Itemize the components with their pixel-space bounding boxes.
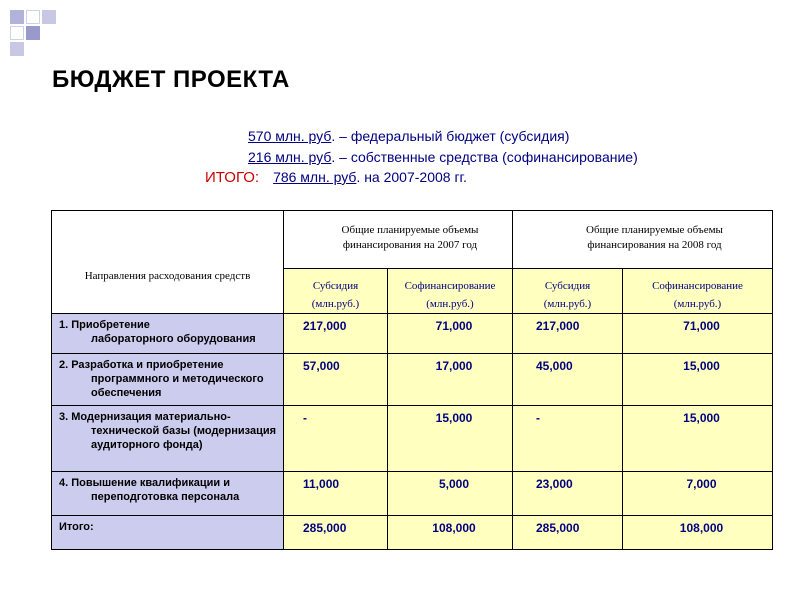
budget-table bbox=[51, 210, 773, 550]
row-label bbox=[52, 354, 284, 406]
table-row bbox=[52, 406, 773, 472]
value-cofinancing-2007: 17,000 bbox=[388, 354, 513, 406]
subheader-unit: (млн.руб.) bbox=[311, 298, 360, 310]
value-subsidy-2008: 23,000 bbox=[513, 472, 623, 516]
row-label bbox=[52, 406, 284, 472]
row-label-continuation: программного и методического обеспечения bbox=[91, 373, 264, 399]
value-subsidy-2008: 285,000 bbox=[513, 516, 623, 550]
total-label: ИТОГО: bbox=[205, 169, 260, 186]
total-amount: 786 млн. руб bbox=[273, 169, 357, 185]
table-row bbox=[52, 354, 773, 406]
subheader-label: Софинансирование bbox=[404, 280, 496, 292]
own-amount: 216 млн. руб bbox=[248, 149, 332, 165]
value-cofinancing-2008: 7,000 bbox=[623, 472, 773, 516]
value-cofinancing-2007: 108,000 bbox=[388, 516, 513, 550]
value-cofinancing-2008: 15,000 bbox=[623, 354, 773, 406]
subheader-unit: (млн.руб.) bbox=[426, 298, 474, 310]
row-label bbox=[52, 472, 284, 516]
value-subsidy-2008: 217,000 bbox=[513, 314, 623, 354]
header-direction: Направления расходования средств bbox=[52, 211, 284, 314]
deco-square bbox=[42, 10, 56, 24]
subheader-cofinancing-2008 bbox=[623, 269, 773, 314]
row-label-first-line: 1. Приобретение bbox=[59, 319, 150, 331]
own-description: . – собственные средства (софинансирование) bbox=[331, 149, 638, 165]
subheader-label: Субсидия bbox=[544, 280, 591, 292]
summary-total bbox=[205, 169, 467, 186]
value-subsidy-2008: 45,000 bbox=[513, 354, 623, 406]
subheader-cofinancing-2007 bbox=[388, 269, 513, 314]
subheader-unit: (млн.руб.) bbox=[543, 298, 592, 310]
value-cofinancing-2007: 71,000 bbox=[388, 314, 513, 354]
row-label-first-line: 3. Модернизация материально- bbox=[59, 411, 231, 423]
table-row bbox=[52, 472, 773, 516]
value-cofinancing-2007: 5,000 bbox=[388, 472, 513, 516]
header-2008: Общие планируемые объемы финансирования на 2008 год bbox=[513, 211, 773, 269]
value-subsidy-2007: 11,000 bbox=[284, 472, 388, 516]
deco-square bbox=[26, 10, 40, 24]
value-subsidy-2007: 217,000 bbox=[284, 314, 388, 354]
row-label-continuation: переподготовка персонала bbox=[91, 491, 240, 503]
row-label-first-line: 2. Разработка и приобретение bbox=[59, 359, 224, 371]
row-label-continuation: лабораторного оборудования bbox=[91, 333, 256, 345]
row-label-first-line: 4. Повышение квалификации и bbox=[59, 477, 230, 489]
federal-description: . – федеральный бюджет (субсидия) bbox=[331, 128, 570, 144]
federal-amount: 570 млн. руб bbox=[248, 128, 332, 144]
deco-square bbox=[26, 26, 40, 40]
subheader-label: Софинансирование bbox=[652, 280, 743, 292]
deco-square bbox=[10, 42, 24, 56]
table-row bbox=[52, 314, 773, 354]
subheader-label: Субсидия bbox=[312, 280, 359, 292]
deco-square bbox=[10, 10, 24, 24]
value-cofinancing-2008: 108,000 bbox=[623, 516, 773, 550]
total-description: . на 2007-2008 гг. bbox=[356, 169, 467, 185]
summary-federal bbox=[248, 128, 569, 144]
value-cofinancing-2007: 15,000 bbox=[388, 406, 513, 472]
deco-square bbox=[10, 26, 24, 40]
value-cofinancing-2008: 15,000 bbox=[623, 406, 773, 472]
page-title: БЮДЖЕТ ПРОЕКТА bbox=[52, 66, 290, 93]
value-subsidy-2007: 285,000 bbox=[284, 516, 388, 550]
row-label bbox=[52, 314, 284, 354]
value-subsidy-2008: - bbox=[513, 406, 623, 472]
value-subsidy-2007: 57,000 bbox=[284, 354, 388, 406]
summary-own-funds bbox=[248, 149, 638, 165]
value-subsidy-2007: - bbox=[284, 406, 388, 472]
table-header-row bbox=[52, 211, 773, 269]
header-2007: Общие планируемые объемы финансирования на 2007 год bbox=[284, 211, 513, 269]
subheader-subsidy-2007 bbox=[284, 269, 388, 314]
total-row-label: Итого: bbox=[52, 516, 284, 550]
table-total-row bbox=[52, 516, 773, 550]
subheader-unit: (млн.руб.) bbox=[673, 298, 722, 310]
value-cofinancing-2008: 71,000 bbox=[623, 314, 773, 354]
row-label-continuation: технической базы (модернизация аудиторного фонда) bbox=[91, 425, 277, 451]
subheader-subsidy-2008 bbox=[513, 269, 623, 314]
